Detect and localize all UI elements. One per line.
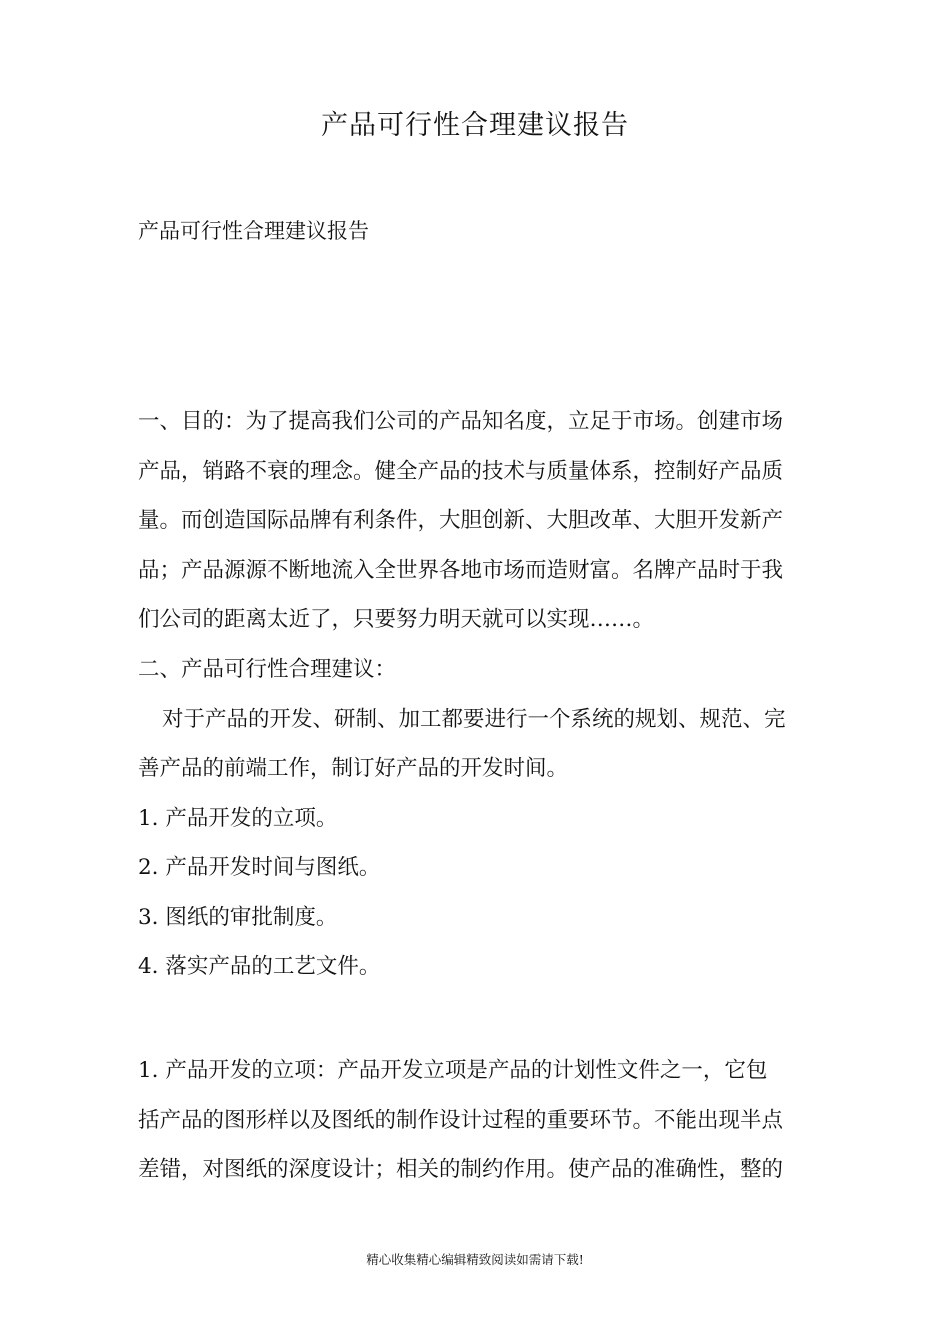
paragraph-line: 们公司的距离太近了，只要努力明天就可以实现……。 (138, 607, 655, 632)
page-footer: 精心收集精心编辑精致阅读如需请下载! (366, 1252, 584, 1267)
list-item: 1. 产品开发的立项。 (138, 805, 338, 831)
document-subtitle: 产品可行性合理建议报告 (138, 219, 369, 243)
paragraph-line: 对于产品的开发、研制、加工都要进行一个系统的规划、规范、完 (162, 706, 786, 732)
section-heading: 二、产品可行性合理建议： (138, 657, 397, 682)
paragraph-line: 1. 产品开发的立项：产品开发立项是产品的计划性文件之一，它包 (138, 1058, 768, 1083)
paragraph-line: 括产品的图形样以及图纸的制作设计过程的重要环节。不能出现半点 (138, 1107, 784, 1133)
list-item: 4. 落实产品的工艺文件。 (138, 954, 381, 979)
document-title: 产品可行性合理建议报告 (321, 110, 629, 141)
paragraph-line: 产品，销路不衰的理念。健全产品的技术与质量体系，控制好产品质 (138, 458, 784, 484)
paragraph-line: 一、目的：为了提高我们公司的产品知名度，立足于市场。创建市场 (138, 409, 784, 434)
advice-section (138, 645, 818, 992)
purpose-section (138, 397, 818, 645)
list-item: 2. 产品开发时间与图纸。 (138, 855, 381, 880)
list-item: 3. 图纸的审批制度。 (138, 904, 338, 930)
paragraph-line: 量。而创造国际品牌有利条件，大胆创新、大胆改革、大胆开发新产 (138, 508, 784, 533)
paragraph-line: 差错，对图纸的深度设计；相关的制约作用。使产品的准确性，整的 (138, 1157, 784, 1182)
paragraph-line: 善产品的前端工作，制订好产品的开发时间。 (138, 756, 569, 781)
paragraph-line: 品；产品源源不断地流入全世界各地市场而造财富。名牌产品时于我 (138, 557, 784, 583)
detail-section (138, 1046, 818, 1195)
